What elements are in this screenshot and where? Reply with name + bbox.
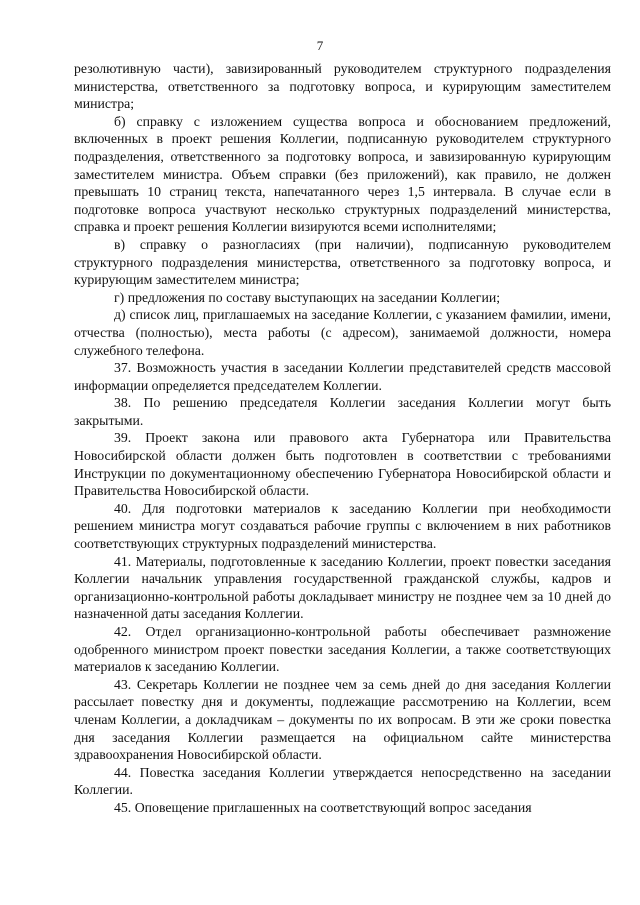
paragraph-43: 43. Секретарь Коллегии не позднее чем за семь дней до дня заседания Коллегии рассылает повестку дня и документы, подлежащие рассмотрению на Коллегии, всем членам Коллегии, а докладчикам – документы по их вопросам. В эти же сроки повестка дня заседания Коллегии размещается на официальном сайте министерства здравоохранения Новосибирской области. — [74, 676, 611, 763]
paragraph-42: 42. Отдел организационно-контрольной работы обеспечивает размножение одобренного министром проект повестки заседания Коллегии, а также соответствующих материалов к заседанию Коллегии. — [74, 624, 611, 675]
paragraph-item-b: б) справку с изложением существа вопроса и обоснованием предложений, включенных в проект решения Коллегии, подписанную руководителем структурного подразделения, ответственного за подготовку вопроса, и завизированную курирующим заместителем министра. Объем справки (без приложений), как правило, не должен превышать 10 страниц текста, напечатанного через 1,5 интервала. В случае если в подготовке вопроса участвуют несколько структурных подразделений министерства, справка и проект решения Коллегии визируются всеми исполнителями; — [74, 113, 611, 235]
paragraph-38: 38. По решению председателя Коллегии заседания Коллегии могут быть закрытыми. — [74, 395, 611, 428]
document-body — [74, 60, 611, 817]
paragraph-45: 45. Оповещение приглашенных на соответствующий вопрос заседания — [114, 799, 532, 815]
paragraph-continuation: резолютивную части), завизированный руководителем структурного подразделения министерства, ответственного за подготовку вопроса, и курирующим заместителем министра; — [74, 61, 611, 112]
paragraph-39: 39. Проект закона или правового акта Губернатора или Правительства Новосибирской области должен быть подготовлен в соответствии с требованиями Инструкции по документационному обеспечению Губернатора Новосибирской области и Правительства Новосибирской области. — [74, 430, 611, 499]
paragraph-44: 44. Повестка заседания Коллегии утверждается непосредственно на заседании Коллегии. — [74, 764, 611, 798]
paragraph-item-d: д) список лиц, приглашаемых на заседание Коллегии, с указанием фамилии, имени, отчества (полностью), места работы (с адресом), занимаемой должности, номера служебного телефона. — [74, 307, 611, 358]
page-number: 7 — [316, 38, 324, 53]
paragraph-40: 40. Для подготовки материалов к заседанию Коллегии при необходимости решением министра могут создаваться рабочие группы с включением в них работников соответствующих структурных подразделений министерства. — [74, 500, 611, 552]
paragraph-item-g: г) предложения по составу выступающих на заседании Коллегии; — [114, 289, 501, 305]
paragraph-41: 41. Материалы, подготовленные к заседанию Коллегии, проект повестки заседания Коллегии начальник управления государственной гражданской службы, кадров и организационно-контрольной работы докладывает министру не позднее чем за 10 дней до назначенной даты заседания Коллегии. — [74, 553, 611, 622]
paragraph-item-v: в) справку о разногласиях (при наличии), подписанную руководителем структурного подразделения министерства, ответственного за подготовку вопроса, и курирующим заместителем министра; — [74, 236, 611, 288]
paragraph-37: 37. Возможность участия в заседании Коллегии представителей средств массовой информации определяется председателем Коллегии. — [74, 360, 611, 393]
